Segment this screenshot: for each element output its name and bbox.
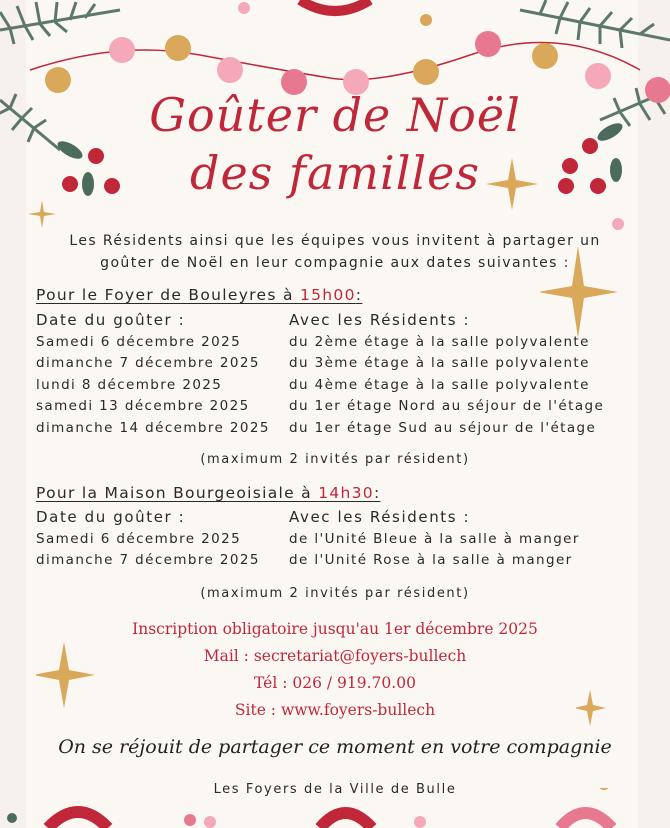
date-row: samedi 13 décembre 2025 bbox=[36, 398, 250, 414]
section-2-max-guests: (maximum 2 invités par résident) bbox=[200, 586, 470, 601]
date-row: dimanche 7 décembre 2025 bbox=[36, 355, 260, 371]
section-2-residents bbox=[289, 507, 580, 572]
section-2-suffix: : bbox=[373, 484, 381, 502]
closing-message: On se réjouit de partager ce moment en votre compagnie bbox=[58, 736, 612, 758]
title-line-2: des familles bbox=[190, 146, 480, 200]
date-row: dimanche 14 décembre 2025 bbox=[36, 419, 270, 436]
section-1-suffix: : bbox=[355, 286, 363, 304]
section-2-label: Pour la Maison Bourgeoisiale à bbox=[36, 484, 319, 502]
inscription-deadline: Inscription obligatoire jusqu'au 1er décembre 2025 bbox=[132, 620, 538, 638]
section-1-heading bbox=[36, 286, 362, 304]
resident-header: Avec les Résidents : bbox=[289, 508, 471, 526]
date-row: dimanche 7 décembre 2025 bbox=[36, 552, 260, 568]
resident-row: du 2ème étage à la salle polyvalente bbox=[289, 333, 590, 350]
footer-organization: Les Foyers de la Ville de Bulle bbox=[213, 782, 457, 797]
contact-phone[interactable]: Tél : 026 / 919.70.00 bbox=[254, 674, 416, 692]
resident-row: de l'Unité Rose à la salle à manger bbox=[289, 552, 573, 568]
date-header: Date du goûter : bbox=[36, 508, 186, 526]
intro-text: Les Résidents ainsi que les équipes vous invitent à partager un goûter de Noël en leur compagnie aux dates suivantes : bbox=[69, 233, 601, 271]
section-1-dates bbox=[36, 310, 270, 439]
section-1-time: 15h00 bbox=[299, 286, 356, 304]
section-1-residents bbox=[289, 310, 604, 439]
title-line-1: Goûter de Noël bbox=[149, 88, 521, 142]
section-2-dates bbox=[36, 507, 260, 572]
section-2-time: 14h30 bbox=[318, 484, 374, 502]
contact-mail[interactable]: Mail : secretariat@foyers-bullech bbox=[203, 647, 467, 665]
resident-row: du 3ème étage à la salle polyvalente bbox=[289, 355, 590, 371]
contact-website[interactable]: Site : www.foyers-bullech bbox=[234, 701, 436, 719]
date-row: Samedi 6 décembre 2025 bbox=[36, 333, 242, 350]
resident-header: Avec les Résidents : bbox=[289, 311, 471, 329]
resident-row: du 1er étage Nord au séjour de l'étage bbox=[289, 398, 605, 414]
date-row: lundi 8 décembre 2025 bbox=[36, 376, 223, 393]
date-row: Samedi 6 décembre 2025 bbox=[36, 530, 242, 547]
resident-row: du 1er étage Sud au séjour de l'étage bbox=[289, 419, 597, 436]
section-1-max-guests: (maximum 2 invités par résident) bbox=[200, 452, 470, 467]
section-2-heading bbox=[36, 484, 381, 502]
resident-row: de l'Unité Bleue à la salle à manger bbox=[289, 530, 580, 547]
date-header: Date du goûter : bbox=[36, 311, 186, 329]
section-1-label: Pour le Foyer de Bouleyres à bbox=[36, 286, 300, 304]
resident-row: du 4ème étage à la salle polyvalente bbox=[289, 376, 590, 393]
